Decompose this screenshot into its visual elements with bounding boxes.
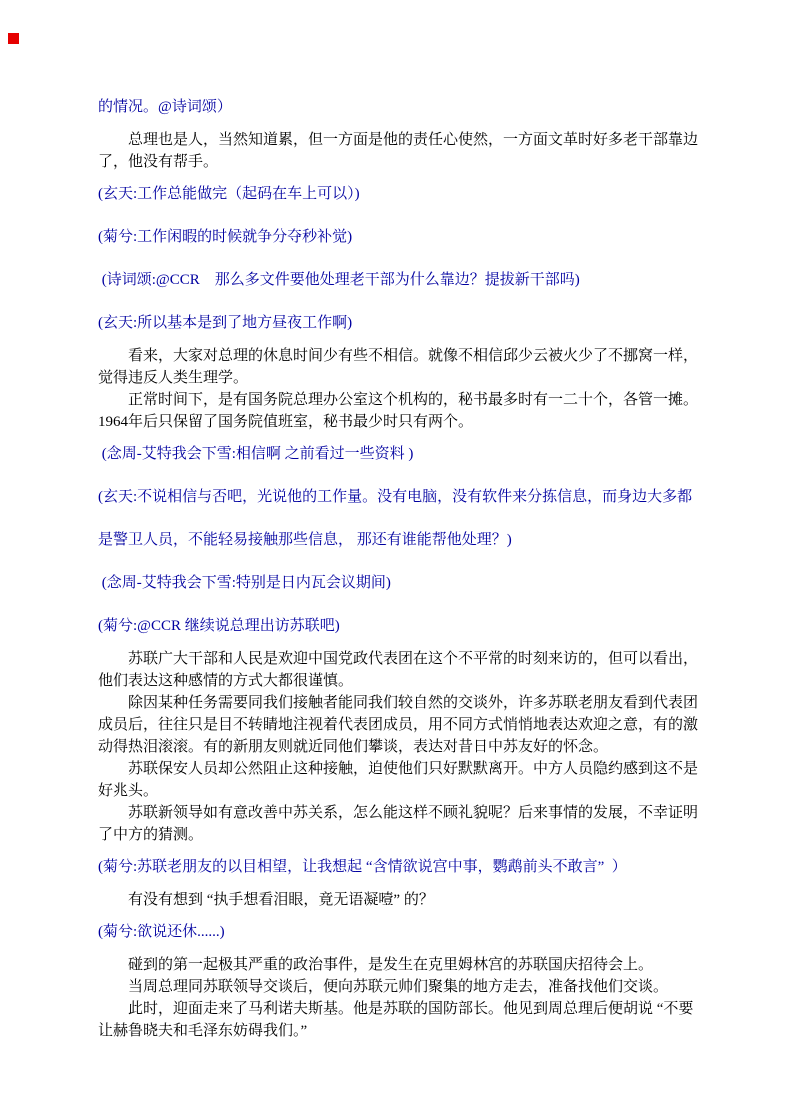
- narration-paragraph: 苏联新领导如有意改善中苏关系，怎么能这样不顾礼貌呢？后来事情的发展，不幸证明了中方的猜测。: [98, 805, 699, 843]
- narration-paragraph: 苏联广大干部和人民是欢迎中国党政代表团在这个不平常的时刻来访的，但可以看出，他们表达这种感情的方式大都很谨慎。: [98, 651, 699, 689]
- red-marker-square: [8, 33, 19, 44]
- narration-paragraph: 此时，迎面走来了马利诺夫斯基。他是苏联的国防部长。他见到周总理后便胡说 “不要让赫鲁晓夫和毛泽东妨碍我们。”: [98, 1001, 694, 1039]
- comment-paragraph: (玄天:工作总能做完（起码在车上可以）): [98, 186, 360, 202]
- comment-paragraph: (玄天:不说相信与否吧，光说他的工作量。没有电脑，没有软件来分拣信息，而身边大多都是警卫人员，不能轻易接触那些信息， 那还有谁能帮他处理？): [98, 489, 693, 548]
- narration-paragraph: 正常时间下，是有国务院总理办公室这个机构的，秘书最多时有一二十个，各管一摊。1964年后只保留了国务院值班室，秘书最少时只有两个。: [98, 392, 699, 430]
- comment-paragraph: (菊兮:@CCR 继续说总理出访苏联吧): [98, 618, 340, 634]
- document-body: [98, 86, 704, 1042]
- comment-paragraph: 的情况。@诗词颂）: [98, 99, 232, 115]
- comment-paragraph: (诗词颂:@CCR 那么多文件要他处理老干部为什么靠边？提拔新干部吗): [98, 272, 580, 288]
- comment-paragraph: (菊兮:欲说还休......): [98, 924, 225, 940]
- narration-paragraph: 看来，大家对总理的休息时间少有些不相信。就像不相信邱少云被火少了不挪窝一样，觉得违反人类生理学。: [98, 348, 699, 386]
- comment-paragraph: (菊兮:苏联老朋友的以目相望，让我想起 “含情欲说宫中事，鹦鹉前头不敢言” ）: [98, 859, 627, 875]
- narration-paragraph: 总理也是人，当然知道累，但一方面是他的责任心使然，一方面文革时好多老干部靠边了，他没有帮手。: [98, 132, 699, 170]
- comment-paragraph: (菊兮:工作闲暇的时候就争分夺秒补觉): [98, 229, 353, 245]
- comment-paragraph: (念周-艾特我会下雪:特别是日内瓦会议期间): [98, 575, 391, 591]
- narration-paragraph: 除因某种任务需要同我们接触者能同我们较自然的交谈外，许多苏联老朋友看到代表团成员后，往往只是目不转睛地注视着代表团成员，用不同方式悄悄地表达欢迎之意，有的激动得热泪滚滚。有的新朋友则就近同他们攀谈，表达对昔日中苏友好的怀念。: [98, 695, 699, 755]
- comment-paragraph: (玄天:所以基本是到了地方昼夜工作啊): [98, 315, 353, 331]
- narration-paragraph: 有没有想到 “执手想看泪眼，竟无语凝噎” 的？: [128, 892, 434, 908]
- narration-paragraph: 苏联保安人员却公然阻止这种接触，迫使他们只好默默离开。中方人员隐约感到这不是好兆头。: [98, 761, 699, 799]
- narration-paragraph: 碰到的第一起极其严重的政治事件，是发生在克里姆林宫的苏联国庆招待会上。: [128, 957, 654, 973]
- narration-paragraph: 当周总理同苏联领导交谈后，便向苏联元帅们聚集的地方走去，准备找他们交谈。: [128, 979, 669, 995]
- comment-paragraph: (念周-艾特我会下雪:相信啊 之前看过一些资料 ): [98, 446, 414, 462]
